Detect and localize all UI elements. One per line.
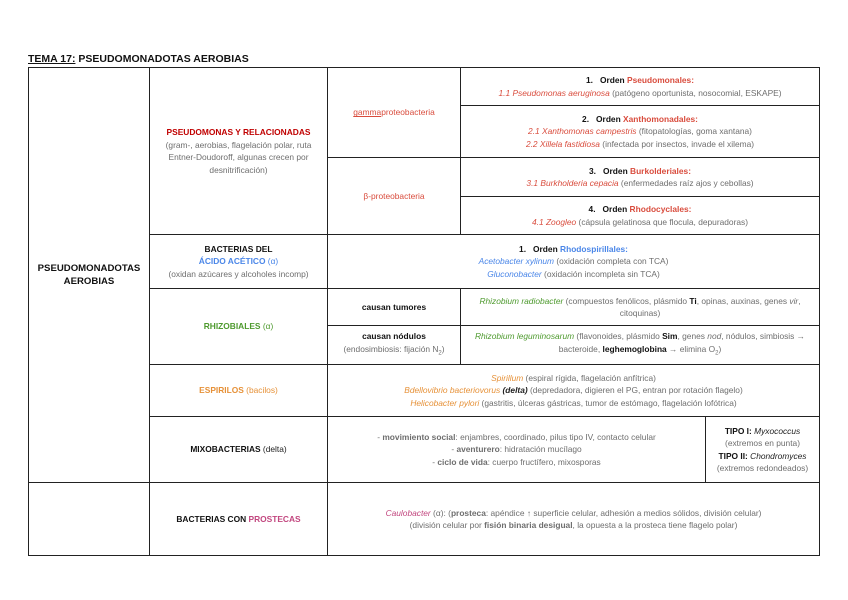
- species-delta: (delta): [500, 385, 528, 396]
- mixo-line: [332, 443, 701, 456]
- nodulos-label: causan nódulos: [362, 331, 426, 342]
- species-info: (infectada por insectos, invade el xilema): [599, 138, 755, 149]
- order-title: [465, 203, 815, 216]
- plasmid-sim: Sim: [662, 331, 678, 342]
- mixo-term: aventurero: [456, 444, 500, 455]
- table-row: [29, 68, 820, 106]
- tipo2-species: Chondromyces: [750, 450, 807, 461]
- prostecas-line: [332, 519, 815, 532]
- prostecas-desc-cell: [328, 483, 820, 556]
- nodulos-desc: [332, 343, 456, 360]
- species-line: [465, 87, 815, 100]
- prosteca-term: prosteca: [450, 507, 486, 518]
- order-num: 1.: [519, 243, 527, 254]
- mixo-paren: (delta): [260, 444, 287, 455]
- species-line: [465, 138, 815, 151]
- main-group-line1: PSEUDOMONADOTAS: [37, 263, 141, 274]
- nodulos-desc-main: (endosimbiosis: fijación N: [343, 343, 439, 354]
- prostecas-empty-cell: [29, 483, 150, 556]
- rhizobiales-alpha: (α): [260, 321, 274, 332]
- acetico-line1: BACTERIAS DEL: [204, 243, 273, 254]
- mixo-desc-cell: [328, 417, 706, 483]
- species-line: [332, 268, 815, 281]
- species-info: (oxidación completa con TCA): [554, 256, 669, 267]
- rhizobiales-name: RHIZOBIALES: [203, 321, 261, 332]
- rhizobiales-cell: [150, 289, 328, 365]
- species-info: (fitopatologías, goma xantana): [636, 126, 752, 137]
- species-info: (enfermedades raíz ajos y cebollas): [618, 178, 754, 188]
- plasmid-ti: Ti: [689, 295, 697, 306]
- prostecas-name: BACTERIAS CON: [176, 513, 249, 524]
- mixo-line: [332, 456, 701, 469]
- nodulos-label-cell: [328, 326, 461, 365]
- species-info: , genes: [677, 331, 708, 342]
- tipo1-label: TIPO I:: [724, 425, 755, 436]
- order-label: Orden: [596, 113, 624, 124]
- order-title: [465, 113, 815, 126]
- species-alpha: (α): (: [430, 507, 451, 518]
- main-group-cell: [29, 68, 150, 483]
- species-line: [332, 384, 815, 397]
- fision-term: fisión binaria desigual: [484, 520, 573, 530]
- order-title: [465, 74, 815, 87]
- acetico-alpha: (α): [265, 256, 279, 267]
- mixo-term: ciclo de vida: [437, 456, 488, 467]
- species-name: Rhizobium leguminosarum: [474, 331, 575, 342]
- tipo2-line: [710, 450, 815, 463]
- acetico-colored: ÁCIDO ACÉTICO: [198, 256, 266, 267]
- tumores-label: causan tumores: [328, 289, 461, 326]
- mixo-line: [332, 431, 701, 444]
- species-info: (división celular por: [409, 520, 485, 530]
- species-name: Rhizobium radiobacter: [479, 295, 564, 306]
- species-info: (espiral rígida, flagelación anfítrica): [523, 372, 656, 383]
- mixo-info: : cuerpo fructífero, mixosporas: [487, 456, 601, 467]
- espirilos-name: ESPIRILOS: [199, 385, 244, 396]
- species-info: → elimina O: [666, 343, 716, 354]
- order-label: Orden: [533, 243, 561, 254]
- tipo1-species: Myxococcus: [754, 425, 801, 436]
- order-num: 3.: [589, 165, 597, 176]
- pseudomonas-desc: (gram-, aerobias, flagelación polar, ruta Entner-Doudoroff, algunas crecen por desnitrificación): [165, 139, 312, 175]
- mixo-term: movimiento social: [382, 431, 456, 442]
- gamma-cell: [328, 68, 461, 158]
- order-num: 4.: [588, 204, 596, 214]
- prostecas-cell: [150, 483, 328, 556]
- order-label: Orden: [603, 165, 631, 176]
- order-name: Xanthomonadales:: [623, 113, 698, 124]
- mixo-tipos-cell: [706, 417, 820, 483]
- species-info: , opinas, auxinas, genes: [696, 295, 790, 306]
- order-rhodocyclales-cell: [461, 197, 820, 235]
- espirilos-desc-cell: [328, 365, 820, 417]
- species-name: Gluconobacter: [487, 268, 542, 279]
- order-name: Rhodospirillales:: [560, 243, 628, 254]
- beta-cell: β-proteobacteria: [328, 158, 461, 235]
- mixo-cell: [150, 417, 328, 483]
- species-info: (oxidación incompleta sin TCA): [541, 268, 660, 279]
- species-name: Caulobacter: [385, 507, 431, 518]
- main-group-line2: AEROBIAS: [63, 276, 115, 287]
- species-name: 3.1 Burkholderia cepacia: [526, 178, 619, 188]
- order-pseudomonales-cell: [461, 68, 820, 106]
- species-name: Spirillum: [491, 372, 524, 383]
- order-num: 1.: [585, 75, 593, 85]
- page-title: [28, 53, 249, 65]
- nodulos-desc-end: ): [441, 343, 445, 354]
- order-title: [465, 165, 815, 178]
- gamma-rest: proteobacteria: [381, 107, 435, 118]
- species-line: [465, 216, 815, 229]
- species-info: (depredadora, digieren el PG, entran por rotación flagelo): [527, 385, 743, 396]
- species-info: (cápsula gelatinosa que flocula, depuradoras): [576, 216, 749, 227]
- order-rhodospirillales-cell: [328, 235, 820, 289]
- species-line: [465, 177, 815, 190]
- classification-table: [28, 67, 820, 556]
- tipo2-desc: (extremos redondeados): [716, 463, 809, 473]
- acetico-line2: [154, 255, 323, 268]
- nodulos-desc-sub: 2: [438, 350, 442, 357]
- species-name: 1.1 Pseudomonas aeruginosa: [498, 87, 610, 98]
- prostecas-colored: PROSTECAS: [248, 513, 301, 524]
- species-name: Bdellovibrio bacteriovorus: [404, 385, 501, 396]
- species-name: Helicobacter pylori: [410, 397, 480, 408]
- nodulos-desc-cell: [461, 326, 820, 365]
- order-name: Burkolderiales:: [630, 165, 691, 176]
- tipo1-desc: (extremos en punta): [725, 438, 800, 448]
- species-name: 2.2 Xillela fastidiosa: [525, 138, 600, 149]
- pseudomonas-cell: [150, 68, 328, 235]
- mixo-info: : enjambres, coordinado, pilus tipo IV, contacto celular: [455, 431, 656, 442]
- gamma-underlined: gamma: [353, 107, 382, 118]
- species-info: (patógeno oportunista, nosocomial, ESKAPE): [609, 87, 782, 98]
- order-label: Orden: [602, 204, 630, 214]
- order-burkolderiales-cell: [461, 158, 820, 197]
- dash: -: [451, 444, 457, 455]
- species-line: [332, 372, 815, 385]
- species-name: Acetobacter xylinum: [478, 256, 555, 267]
- order-title: [332, 243, 815, 256]
- species-info: ): [718, 343, 722, 354]
- espirilos-cell: [150, 365, 328, 417]
- title-text: PSEUDOMONADOTAS AEROBIAS: [75, 53, 249, 65]
- table-row: [29, 483, 820, 556]
- order-name: Pseudomonales:: [626, 75, 695, 85]
- gene-vir: vir: [789, 295, 799, 306]
- mixo-info: : hidratación mucílago: [499, 444, 582, 455]
- leghemoglobina: leghemoglobina: [602, 343, 667, 354]
- species-info: , citoquinas): [619, 295, 801, 318]
- tumores-desc-cell: [461, 289, 820, 326]
- dash: -: [377, 431, 383, 442]
- pseudomonas-name: PSEUDOMONAS Y RELACIONADAS: [166, 127, 311, 137]
- species-name: 4.1 Zoogleo: [531, 216, 577, 227]
- gene-nod: nod: [707, 331, 722, 342]
- species-line: [332, 255, 815, 268]
- dash: -: [432, 456, 438, 467]
- species-info: : apéndice ↑ superficie celular, adhesión a medios sólidos, división celular): [485, 507, 762, 518]
- species-info: (flavonoides, plásmido: [574, 331, 663, 342]
- order-label: Orden: [599, 75, 627, 85]
- prostecas-line: [332, 507, 815, 520]
- mixo-name: MIXOBACTERIAS: [190, 444, 261, 455]
- acetico-cell: [150, 235, 328, 289]
- tipo2-label: TIPO II:: [718, 450, 751, 461]
- tipo1-line: [710, 425, 815, 438]
- species-name: 2.1 Xanthomonas campestris: [528, 126, 637, 137]
- species-info: (compuestos fenólicos, plásmido: [563, 295, 690, 306]
- order-xanthomonadales-cell: [461, 106, 820, 158]
- species-info: (gastritis, úlceras gástricas, tumor de estómago, flagelación lofótrica): [479, 397, 737, 408]
- species-line: [332, 397, 815, 410]
- order-num: 2.: [582, 113, 590, 124]
- espirilos-paren: (bacilos): [243, 385, 278, 396]
- order-name: Rhodocyclales:: [629, 204, 692, 214]
- acetico-desc: (oxidan azúcares y alcoholes incomp): [168, 268, 309, 279]
- title-prefix: TEMA 17:: [28, 53, 76, 65]
- subscript: 2: [715, 350, 719, 357]
- species-info: , la opuesta a la prosteca tiene flagelo polar): [572, 520, 738, 530]
- species-line: [465, 125, 815, 138]
- species-info: , nódulos, simbiosis → bacteroide,: [558, 331, 806, 354]
